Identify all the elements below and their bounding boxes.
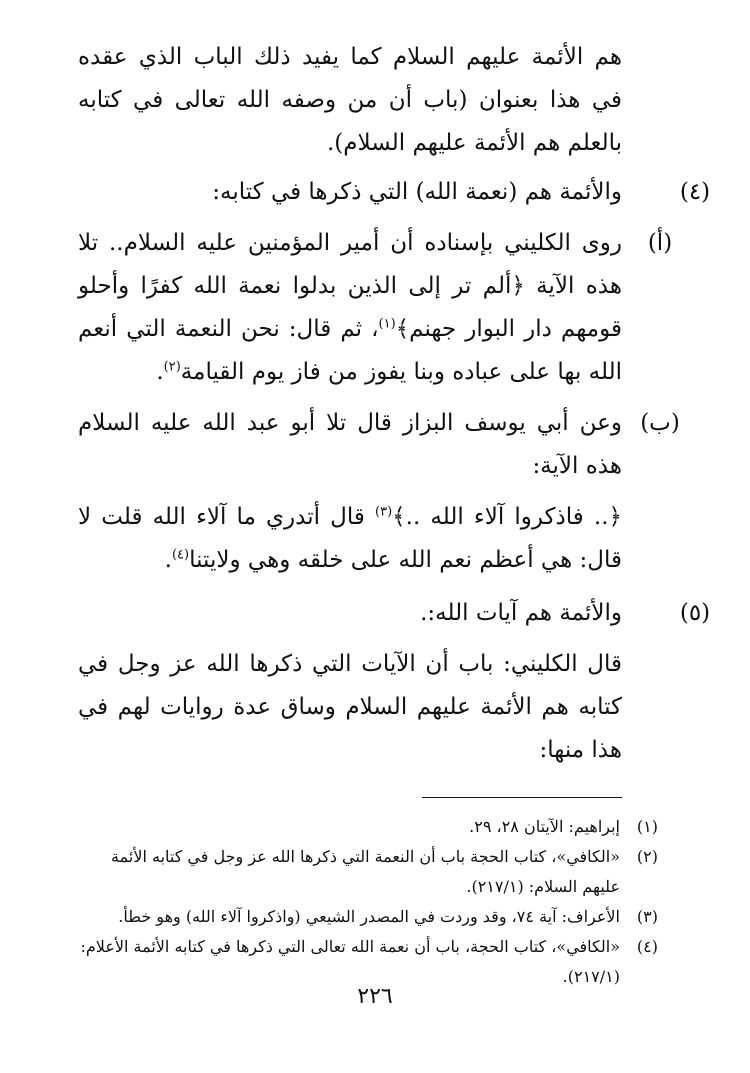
footnote-1-number: (١) [636, 817, 658, 836]
item-a-label: (أ) [647, 230, 673, 256]
intro-paragraph: هم الأئمة عليهم السلام كما يفيد ذلك الباب الذي عقده في هذا بعنوان (باب أن من وصفه الله تعالى في كتابه بالعلم هم الأئمة عليهم السلام). [78, 44, 622, 156]
quote-text-1: ﴿.. فاذكروا آلاء الله ..﴾ [392, 504, 622, 530]
section-5-number: (٥) [679, 600, 711, 626]
footnote-2-number: (٢) [636, 847, 658, 866]
footnote-ref-2[interactable]: (٢) [163, 359, 181, 375]
footnote-4-number: (٤) [636, 937, 658, 956]
main-text [78, 36, 711, 772]
section-4-number: (٤) [679, 179, 711, 205]
item-b-text: وعن أبي يوسف البزاز قال تلا أبو عبد الله عليه السلام هذه الآية: [78, 410, 622, 479]
footnote-3-text: الأعراف: آية ٧٤، وقد وردت في المصدر الشيعي (واذكروا آلاء الله) وهو خطأ. [118, 907, 620, 926]
item-b [78, 402, 680, 488]
footnote-ref-1[interactable]: (١) [378, 316, 396, 332]
footnote-3-number: (٣) [636, 907, 658, 926]
footnote-2-text: «الكافي»، كتاب الحجة باب أن النعمة التي ذكرها الله عز وجل في كتابه الأئمة عليهم السلام: (٢١٧/١). [111, 847, 620, 896]
footnote-ref-3[interactable]: (٣) [375, 504, 393, 520]
footnote-3 [78, 902, 658, 932]
closing-paragraph: قال الكليني: باب أن الآيات التي ذكرها الله عز وجل في كتابه هم الأئمة عليهم السلام وساق عدة روايات لهم في هذا منها: [78, 651, 622, 763]
section-4-title: والأئمة هم (نعمة الله) التي ذكرها في كتابه: [212, 179, 622, 205]
page-number: ٢٢٦ [357, 984, 393, 1009]
section-5-heading [78, 592, 711, 635]
footnote-ref-4[interactable]: (٤) [171, 547, 190, 563]
footnote-1 [78, 812, 658, 842]
footnotes [78, 812, 658, 992]
item-a-text-2: ، ثم قال: نحن النعمة التي أنعم الله بها على عباده وبنا يفوز من فاز يوم القيامة [78, 316, 622, 385]
item-b-label: (ب) [640, 410, 680, 436]
section-5-title: والأئمة هم آيات الله:. [420, 600, 622, 626]
section-4-heading [78, 171, 711, 214]
footnote-1-text: إبراهيم: الآيتان ٢٨، ٢٩. [469, 817, 620, 836]
footnote-4 [78, 932, 658, 992]
spacer [78, 582, 622, 592]
footnote-divider [422, 797, 622, 798]
footnote-4-text: «الكافي»، كتاب الحجة، باب أن نعمة الله تعالى التي ذكرها في كتابه الأئمة الأعلام: (٢١٧/١). [80, 937, 620, 986]
footnote-2 [78, 842, 658, 902]
quote-text-2: قال أتدري ما آلاء الله قلت لا قال: هي أعظم نعم الله على خلقه وهي ولايتنا [78, 504, 622, 573]
quote-paragraph [78, 496, 622, 582]
quote-end: . [164, 547, 172, 573]
item-a [78, 222, 673, 394]
item-a-end: . [156, 359, 164, 385]
item-a-text-1: روى الكليني بإسناده أن أمير المؤمنين عليه السلام.. تلا هذه الآية ﴿ألم تر إلى الذين بدلوا نعمة الله كفرًا وأحلو قومهم دار البوار جهنم﴾ [78, 230, 623, 342]
